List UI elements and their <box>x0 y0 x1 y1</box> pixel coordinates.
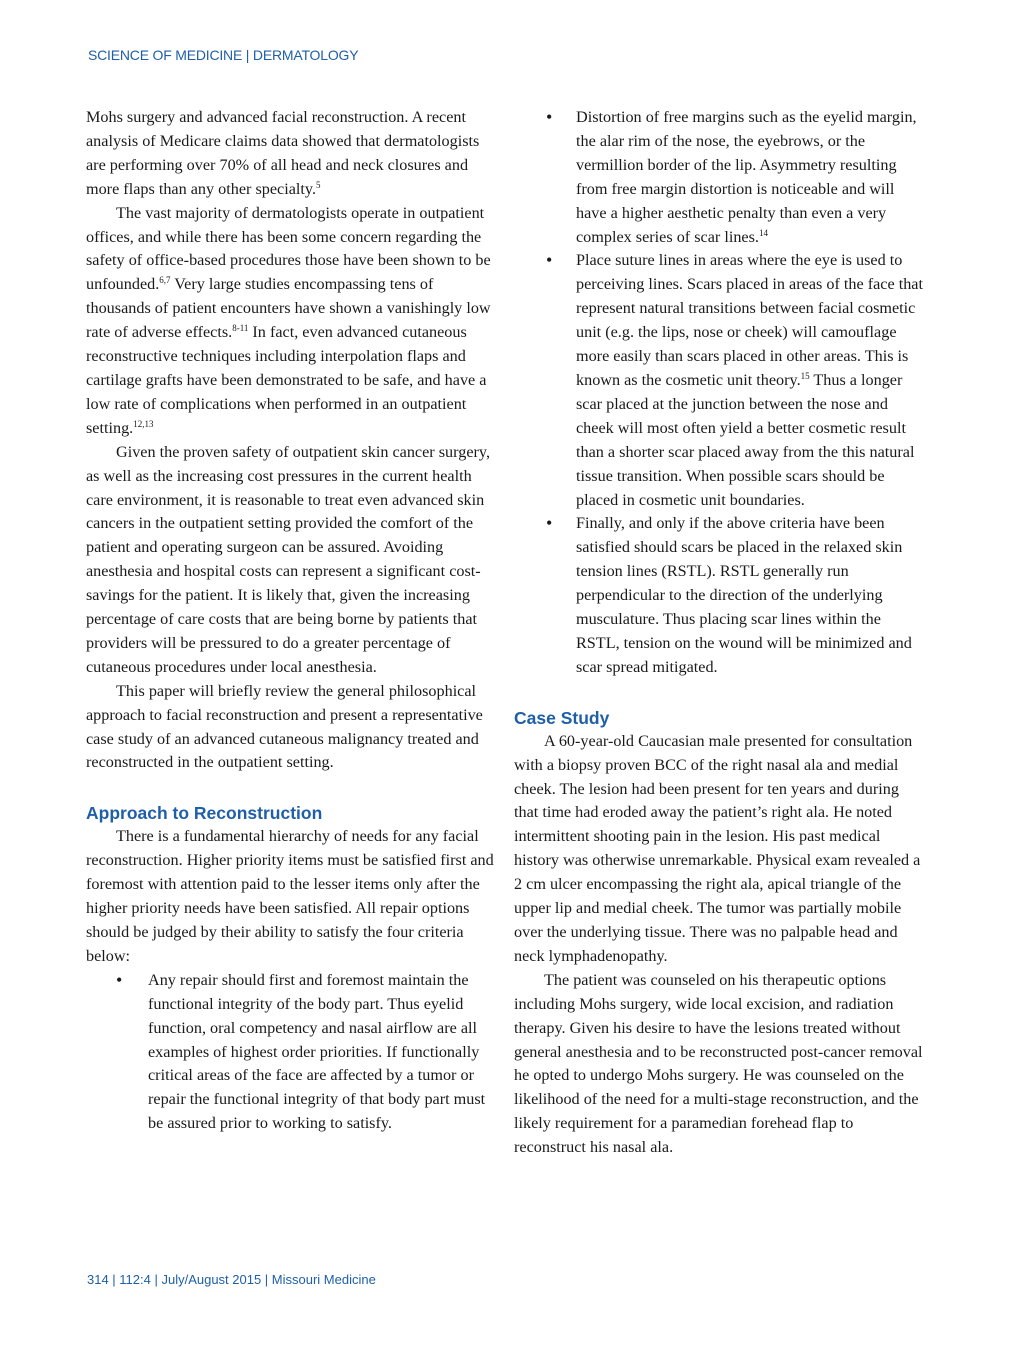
running-head: SCIENCE OF MEDICINE | DERMATOLOGY <box>88 47 359 63</box>
list-item <box>514 512 924 679</box>
criteria-list-right <box>514 106 924 680</box>
text: Mohs surgery and advanced facial reconstruction. A recent analysis of Medicare claims data showed that dermatologists are performing over 70% of all head and neck closures and more flaps than any other specialty. <box>86 108 480 198</box>
bullet-icon: • <box>116 969 123 990</box>
bullet-icon: • <box>546 107 553 127</box>
section-heading-case-study: Case Study <box>514 707 610 728</box>
left-column <box>86 106 496 1136</box>
section-heading-approach: Approach to Reconstruction <box>86 803 323 824</box>
paragraph-safety <box>86 202 496 441</box>
list-item <box>86 969 496 1136</box>
citation: 14 <box>758 227 768 238</box>
paragraph-intro-continued <box>86 106 496 202</box>
bullet-icon: • <box>546 513 553 534</box>
citation: 6,7 <box>159 275 171 286</box>
right-column <box>514 106 924 1160</box>
paragraph-review: This paper will briefly review the general philosophical approach to facial reconstruction and present a representative case study of an advanced cutaneous malignancy treated and reconstructed in the outpatient setting. <box>86 681 483 772</box>
paragraph-case-counseling: The patient was counseled on his therapeutic options including Mohs surgery, wide local excision, and radiation therapy. Given his desire to have the lesions treated without general anesthesia and to be reconstructed post-cancer removal he opted to undergo Mohs surgery. He was counseled on the likelihood of the need for a multi-stage reconstruction, and the likely requirement for a paramedian forehead flap to reconstruct his nasal ala. <box>514 970 923 1157</box>
text: In fact, even advanced cutaneous reconstructive techniques including interpolation flaps and cartilage grafts have been demonstrated to be safe, and have a low rate of complications when performed in an outpatient setting. <box>86 323 487 437</box>
citation: 15 <box>800 370 810 381</box>
citation: 8-11 <box>232 323 249 334</box>
paragraph-hierarchy: There is a fundamental hierarchy of needs for any facial reconstruction. Higher priority items must be satisfied first and foremost with attention paid to the lesser items only after the higher priority needs have been satisfied. All repair options should be judged by their ability to satisfy the four criteria below: <box>86 827 494 965</box>
paragraph-case-presentation: A 60-year-old Caucasian male presented for consultation with a biopsy proven BCC of the right nasal ala and medial cheek. The lesion had been present for ten years and during that time had eroded away the patient’s right ala. He noted intermittent shooting pain in the lesion. His past medical history was otherwise unremarkable. Physical exam revealed a 2 cm ulcer encompassing the right ala, apical triangle of the upper lip and medial cheek. The tumor was partially mobile over the underlying tissue. There was no palpable head and neck lymphadenopathy. <box>514 731 921 965</box>
text: Distortion of free margins such as the eyelid margin, the alar rim of the nose, the eyebrows, or the vermillion border of the lip. Asymmetry resulting from free margin distortion is noticeable and will have a higher aesthetic penalty than even a very complex series of scar lines. <box>576 108 917 246</box>
page-footer: 314 | 112:4 | July/August 2015 | Missouri Medicine <box>87 1272 376 1287</box>
bullet-icon: • <box>546 250 553 271</box>
paragraph-cost: Given the proven safety of outpatient skin cancer surgery, as well as the increasing cost pressures in the current health care environment, it is reasonable to treat even advanced skin cancers in the outpatient setting provided the comfort of the patient and operating surgeon can be assured. Avoiding anesthesia and hospital costs can represent a significant cost-savings for the patient. It is likely that, given the increasing percentage of care costs that are being borne by patients that providers will be pressured to do a greater percentage of cutaneous procedures under local anesthesia. <box>86 442 490 676</box>
criteria-list-left <box>86 969 496 1136</box>
text: Very large studies encompassing tens of thousands of patient encounters have shown a vanishingly low rate of adverse effects. <box>86 275 491 342</box>
text: Thus a longer scar placed at the junction between the nose and cheek will most often yield a better cosmetic result than a shorter scar placed away from the this natural tissue transition. When possible scars should be placed in cosmetic unit boundaries. <box>576 370 915 509</box>
list-item <box>514 106 924 249</box>
citation: 12,13 <box>133 418 154 429</box>
text: Place suture lines in areas where the eye is used to perceiving lines. Scars placed in areas of the face that represent natural transitions between facial cosmetic unit (e.g. the lips, nose or cheek) will camouflage more easily than scars placed in other areas. This is known as the cosmetic unit theory. <box>576 251 923 389</box>
text: Any repair should first and foremost maintain the functional integrity of the body part. Thus eyelid function, oral competency and nasal airflow are all examples of highest order priorities. If functionally critical areas of the face are affected by a tumor or repair the functional integrity of that body part must be assured prior to working to satisfy. <box>148 970 486 1133</box>
text: The vast majority of dermatologists operate in outpatient offices, and while there has been some concern regarding the safety of office-based procedures those have been shown to be unfounded. <box>86 203 491 294</box>
citation: 5 <box>316 179 321 190</box>
list-item <box>514 249 924 512</box>
text: Finally, and only if the above criteria have been satisfied should scars be placed in the relaxed skin tension lines (RSTL). RSTL generally run perpendicular to the direction of the underlying musculature. Thus placing scar lines within the RSTL, tension on the wound will be minimized and scar spread mitigated. <box>576 514 912 676</box>
